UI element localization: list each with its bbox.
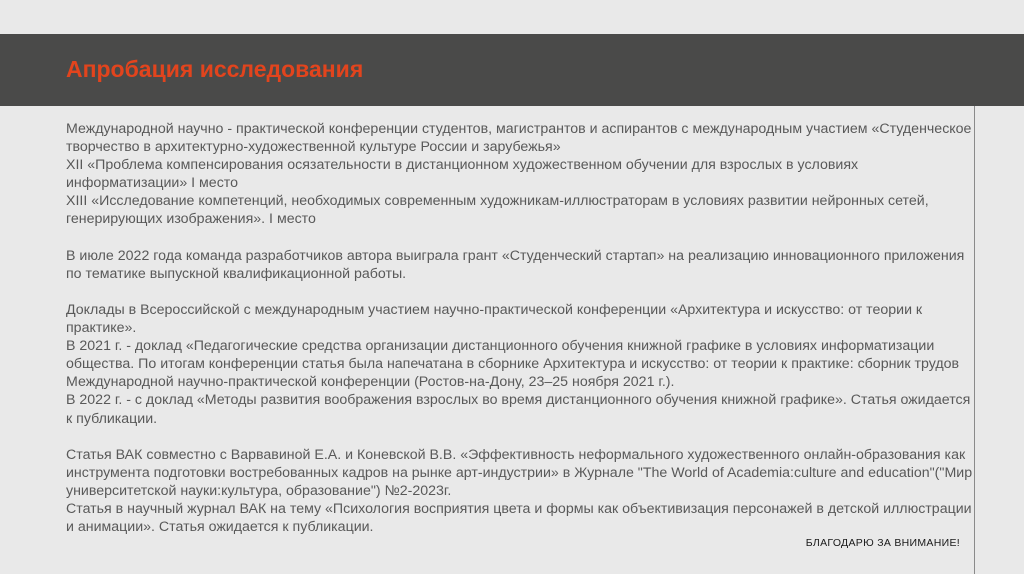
vertical-divider bbox=[974, 106, 975, 574]
paragraph-conference-xiii: XIII «Исследование компетенций, необходимых современным художникам-иллюстраторам в условиях развитии нейронных сетей, генерирующих изображения». I место bbox=[66, 193, 929, 228]
spacer bbox=[66, 229, 976, 247]
spacer bbox=[66, 428, 976, 446]
slide-content bbox=[66, 120, 976, 536]
paragraph-grant: В июле 2022 года команда разработчиков автора выиграла грант «Студенческий стартап» на реализацию инновационного приложения по тематике выпускной квалификационной работы. bbox=[66, 247, 965, 282]
paragraph-reports-intro: Доклады в Всероссийской с международным участием научно-практической конференции «Архитектура и искусство: от теории к практике». bbox=[66, 301, 923, 337]
spacer bbox=[66, 283, 976, 301]
paragraph-report-2022: В 2022 г. - с доклад «Методы развития воображения взрослых во время дистанционного обучения книжной графике». Статья ожидается к публикации. bbox=[66, 392, 971, 427]
slide-title: Апробация исследования bbox=[66, 56, 364, 82]
paragraph-conference-intro: Международной научно - практической конференции студентов, магистрантов и аспирантов с международным участием «Студенческое творчество в архитектурно-художественной культуре России и зарубежья» bbox=[66, 121, 972, 156]
thanks-caption: БЛАГОДАРЮ ЗА ВНИМАНИЕ! bbox=[805, 537, 960, 549]
paragraph-conference-xii: XII «Проблема компенсирования осязательности в дистанционном художественном обучении для взрослых в условиях информатизации» I место bbox=[66, 157, 859, 192]
paragraph-vak-article-pending: Статья в научный журнал ВАК на тему «Психология восприятия цвета и формы как объективизация персонажей в детской иллюстрации и анимации». Статья ожидается к публикации. bbox=[66, 500, 972, 536]
paragraph-report-2021: В 2021 г. - доклад «Педагогические средства организации дистанционного обучения книжной графике в условиях информатизации общества. По итогам конференции статья была напечатана в сборнике Архитектура и искусство: от теории к практике: сборник трудов Международной научно-практической конференции (Ростов-на-Дону, 23–25 ноября 2021 г.). bbox=[66, 338, 960, 391]
paragraph-vak-article: Статья ВАК совместно с Варвавиной Е.А. и Коневской В.В. «Эффективность неформального художественного онлайн-образования как инструмента подготовки востребованных кадров на рынке арт-индустрии» в Журнале "The World of Academia:culture and education"("Мир университетской науки:культура, образование") №2-2023г. bbox=[66, 446, 973, 499]
